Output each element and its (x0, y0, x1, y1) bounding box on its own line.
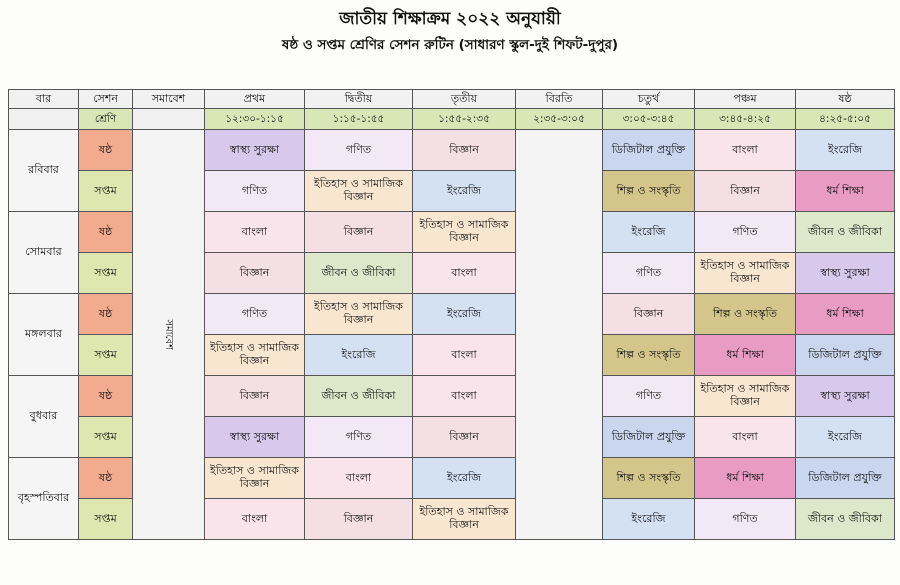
subject-cell: ইতিহাস ও সামাজিক বিজ্ঞান (413, 499, 516, 540)
time-period-4: ৩:০৫-৩:৪৫ (603, 109, 695, 130)
subject-cell: ডিজিটাল প্রযুক্তি (603, 130, 695, 171)
table-row (9, 130, 895, 171)
class-label: শ্রেণি (79, 109, 133, 130)
subject-cell: গণিত (603, 253, 695, 294)
day-cell: রবিবার (9, 130, 79, 212)
routine-table (8, 89, 895, 540)
header-assembly: সমাবেশ (133, 90, 205, 109)
subject-cell: বাংলা (205, 499, 305, 540)
subject-cell: ইংরেজি (413, 458, 516, 499)
subject-cell: বাংলা (413, 335, 516, 376)
time-blank-cell (133, 109, 205, 130)
session-cell: সপ্তম (79, 417, 133, 458)
subject-cell: গণিত (603, 376, 695, 417)
time-period-2: ১:১৫-১:৫৫ (305, 109, 413, 130)
subject-cell: স্বাস্থ্য সুরক্ষা (796, 253, 895, 294)
subject-cell: জীবন ও জীবিকা (305, 253, 413, 294)
subject-cell: বিজ্ঞান (305, 212, 413, 253)
page-title: জাতীয় শিক্ষাক্রম ২০২২ অনুযায়ী (339, 9, 561, 29)
subject-cell: বিজ্ঞান (695, 171, 796, 212)
subject-cell: বাংলা (695, 130, 796, 171)
subject-cell: ইতিহাস ও সামাজিক বিজ্ঞান (305, 294, 413, 335)
page-subtitle: ষষ্ঠ ও সপ্তম শ্রেণির সেশন রুটিন (সাধারণ স্কুল-দুই শিফট-দুপুর) (281, 37, 619, 53)
subject-cell: বিজ্ঞান (205, 253, 305, 294)
subject-cell: ধর্ম শিক্ষা (695, 458, 796, 499)
subject-cell: ইতিহাস ও সামাজিক বিজ্ঞান (205, 458, 305, 499)
subject-cell: ইংরেজি (413, 294, 516, 335)
subject-cell: জীবন ও জীবিকা (305, 376, 413, 417)
header-row (9, 90, 895, 109)
subject-cell: বিজ্ঞান (603, 294, 695, 335)
session-cell: ষষ্ঠ (79, 130, 133, 171)
time-break: ২:৩৫-৩:০৫ (516, 109, 603, 130)
subject-cell: ধর্ম শিক্ষা (796, 294, 895, 335)
subject-cell: স্বাস্থ্য সুরক্ষা (205, 130, 305, 171)
subject-cell: ইংরেজি (603, 212, 695, 253)
subject-cell: ডিজিটাল প্রযুক্তি (796, 458, 895, 499)
session-cell: ষষ্ঠ (79, 294, 133, 335)
day-cell: সোমবার (9, 212, 79, 294)
subject-cell: ইতিহাস ও সামাজিক বিজ্ঞান (695, 253, 796, 294)
subject-cell: ইংরেজি (305, 335, 413, 376)
subject-cell: ইংরেজি (796, 417, 895, 458)
subject-cell: ধর্ম শিক্ষা (796, 171, 895, 212)
header-break: বিরতি (516, 90, 603, 109)
break-cell (516, 130, 603, 540)
time-period-6: ৪:২৫-৫:০৫ (796, 109, 895, 130)
header-period-3: তৃতীয় (413, 90, 516, 109)
subject-cell: বিজ্ঞান (205, 376, 305, 417)
subject-cell: স্বাস্থ্য সুরক্ষা (205, 417, 305, 458)
session-cell: ষষ্ঠ (79, 376, 133, 417)
subject-cell: গণিত (305, 417, 413, 458)
header-session: সেশন (79, 90, 133, 109)
session-cell: সপ্তম (79, 335, 133, 376)
subject-cell: বিজ্ঞান (413, 130, 516, 171)
subject-cell: ইতিহাস ও সামাজিক বিজ্ঞান (205, 335, 305, 376)
session-cell: সপ্তম (79, 171, 133, 212)
subject-cell: বাংলা (205, 212, 305, 253)
subject-cell: বাংলা (305, 458, 413, 499)
session-cell: ষষ্ঠ (79, 212, 133, 253)
header-period-6: ষষ্ঠ (796, 90, 895, 109)
header-period-2: দ্বিতীয় (305, 90, 413, 109)
assembly-cell (133, 130, 205, 540)
subject-cell: জীবন ও জীবিকা (796, 212, 895, 253)
time-period-5: ৩:৪৫-৪:২৫ (695, 109, 796, 130)
subject-cell: বাংলা (413, 253, 516, 294)
subject-cell: বিজ্ঞান (413, 417, 516, 458)
subject-cell: বাংলা (413, 376, 516, 417)
session-cell: সপ্তম (79, 253, 133, 294)
session-cell: সপ্তম (79, 499, 133, 540)
time-blank-cell (9, 109, 79, 130)
subject-cell: ডিজিটাল প্রযুক্তি (603, 417, 695, 458)
header-period-4: চতুর্থ (603, 90, 695, 109)
subject-cell: গণিত (695, 499, 796, 540)
subject-cell: ইতিহাস ও সামাজিক বিজ্ঞান (305, 171, 413, 212)
time-period-3: ১:৫৫-২:৩৫ (413, 109, 516, 130)
subject-cell: ইংরেজি (413, 171, 516, 212)
subject-cell: ইংরেজি (603, 499, 695, 540)
header-period-5: পঞ্চম (695, 90, 796, 109)
day-cell: বুধবার (9, 376, 79, 458)
subject-cell: গণিত (205, 171, 305, 212)
subject-cell: ইংরেজি (796, 130, 895, 171)
subject-cell: শিল্প ও সংস্কৃতি (603, 335, 695, 376)
time-period-1: ১২:৩০-১:১৫ (205, 109, 305, 130)
day-cell: মঙ্গলবার (9, 294, 79, 376)
subject-cell: ধর্ম শিক্ষা (695, 335, 796, 376)
subject-cell: স্বাস্থ্য সুরক্ষা (796, 376, 895, 417)
subject-cell: গণিত (695, 212, 796, 253)
subject-cell: শিল্প ও সংস্কৃতি (603, 458, 695, 499)
header-day: বার (9, 90, 79, 109)
subject-cell: ডিজিটাল প্রযুক্তি (796, 335, 895, 376)
assembly-label: সমাবেশ (163, 319, 175, 351)
session-cell: ষষ্ঠ (79, 458, 133, 499)
subject-cell: গণিত (205, 294, 305, 335)
subject-cell: বাংলা (695, 417, 796, 458)
subject-cell: ইতিহাস ও সামাজিক বিজ্ঞান (413, 212, 516, 253)
subject-cell: গণিত (305, 130, 413, 171)
subject-cell: শিল্প ও সংস্কৃতি (695, 294, 796, 335)
subject-cell: শিল্প ও সংস্কৃতি (603, 171, 695, 212)
header-period-1: প্রথম (205, 90, 305, 109)
subject-cell: ইতিহাস ও সামাজিক বিজ্ঞান (695, 376, 796, 417)
time-row (9, 109, 895, 130)
subject-cell: বিজ্ঞান (305, 499, 413, 540)
day-cell: বৃহস্পতিবার (9, 458, 79, 540)
subject-cell: জীবন ও জীবিকা (796, 499, 895, 540)
